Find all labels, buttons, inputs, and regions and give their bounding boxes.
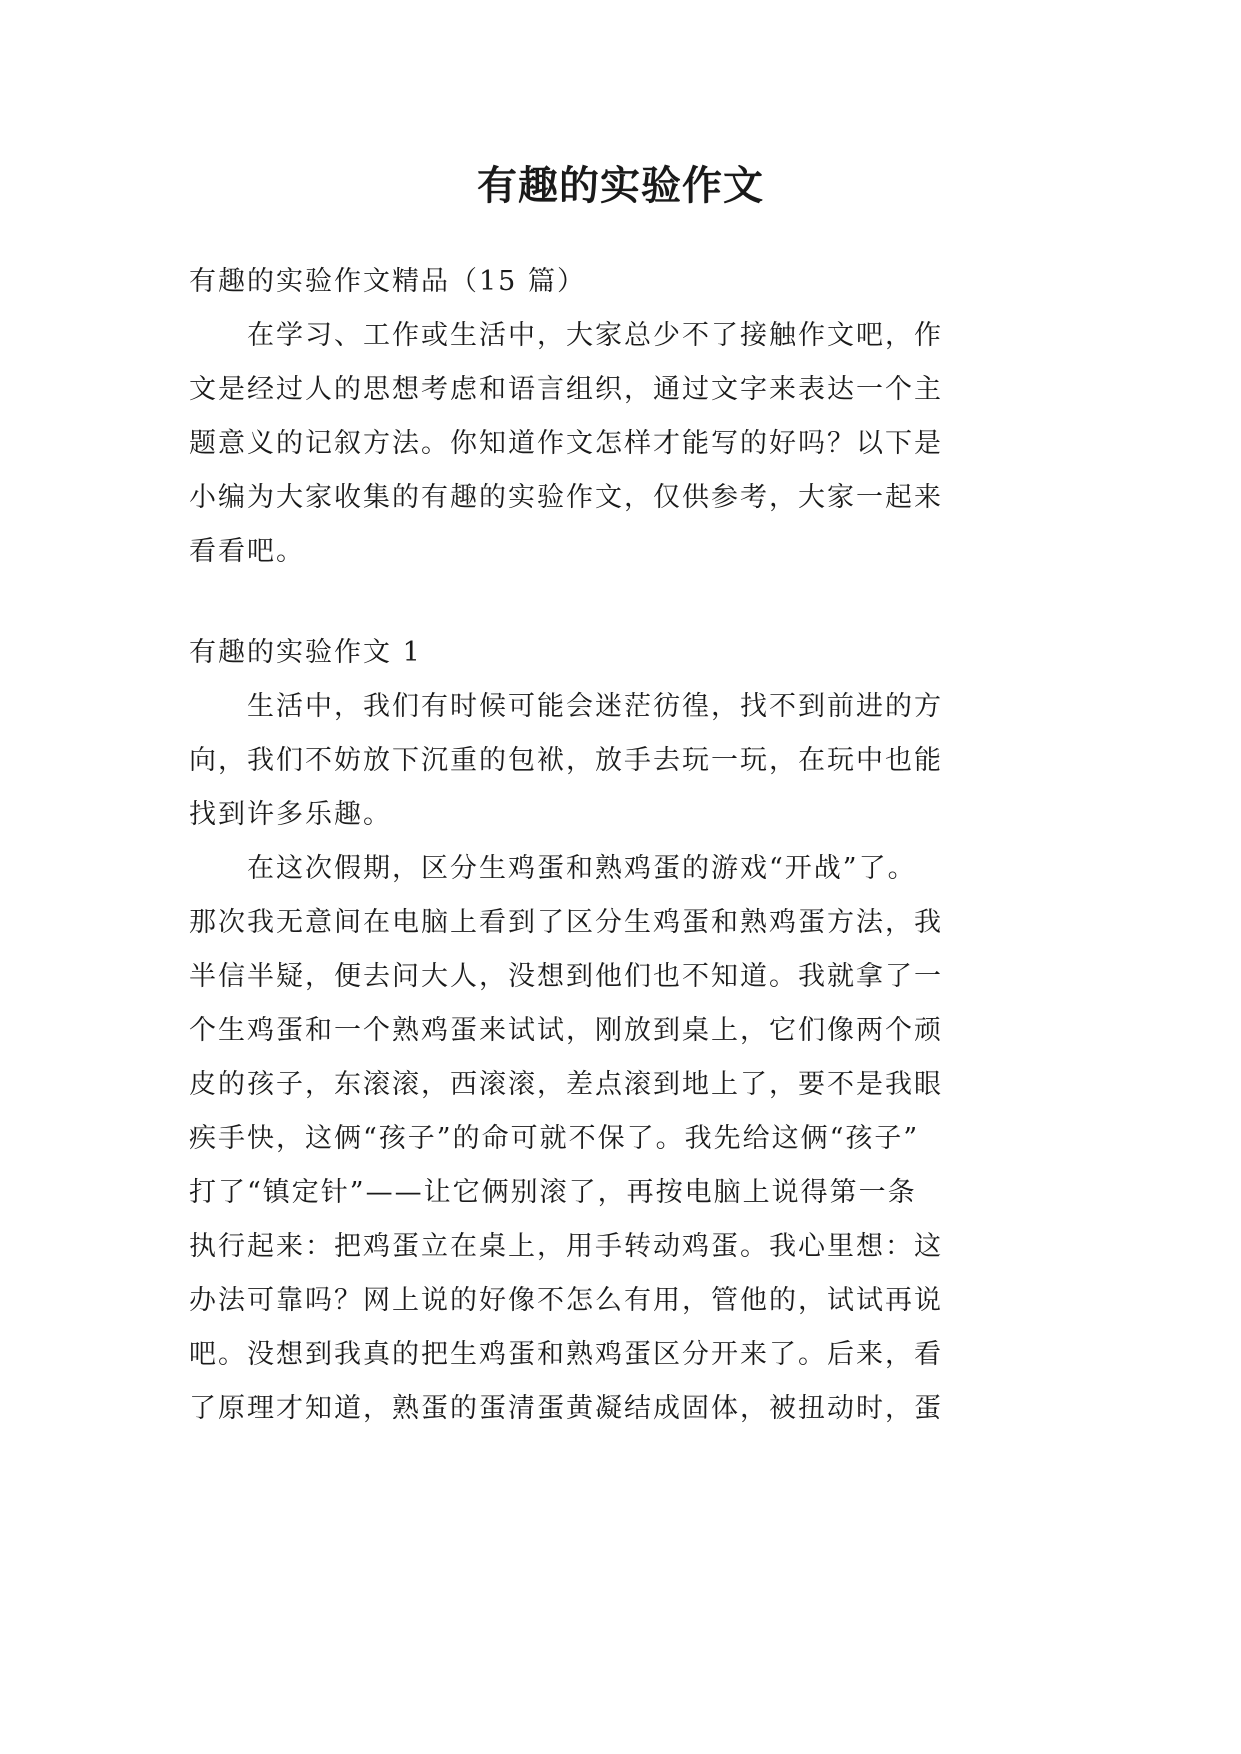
paragraph-line: 向，我们不妨放下沉重的包袱，放手去玩一玩，在玩中也能 (189, 745, 943, 776)
document-subtitle: 有趣的实验作文精品（15 篇） (189, 266, 586, 297)
paragraph-line: 了原理才知道，熟蛋的蛋清蛋黄凝结成固体，被扭动时，蛋 (189, 1393, 943, 1424)
paragraph-line: 生活中，我们有时候可能会迷茫彷徨，找不到前进的方 (189, 691, 943, 722)
intro-line: 在学习、工作或生活中，大家总少不了接触作文吧，作 (189, 320, 943, 351)
intro-line: 看看吧。 (189, 536, 305, 567)
paragraph-line: 找到许多乐趣。 (189, 799, 392, 830)
intro-line: 文是经过人的思想考虑和语言组织，通过文字来表达一个主 (189, 374, 943, 405)
paragraph-line: 吧。没想到我真的把生鸡蛋和熟鸡蛋区分开来了。后来，看 (189, 1339, 943, 1370)
section-heading: 有趣的实验作文 1 (189, 637, 422, 668)
paragraph-line: 办法可靠吗？网上说的好像不怎么有用，管他的，试试再说 (189, 1285, 943, 1316)
paragraph-line: 半信半疑，便去问大人，没想到他们也不知道。我就拿了一 (189, 961, 943, 992)
paragraph-line: 打了“镇定针”——让它俩别滚了，再按电脑上说得第一条 (189, 1177, 917, 1208)
paragraph-line: 皮的孩子，东滚滚，西滚滚，差点滚到地上了，要不是我眼 (189, 1069, 943, 1100)
intro-line: 小编为大家收集的有趣的实验作文，仅供参考，大家一起来 (189, 482, 943, 513)
paragraph-line: 那次我无意间在电脑上看到了区分生鸡蛋和熟鸡蛋方法，我 (189, 907, 943, 938)
intro-line: 题意义的记叙方法。你知道作文怎样才能写的好吗？以下是 (189, 428, 943, 459)
paragraph-line: 在这次假期，区分生鸡蛋和熟鸡蛋的游戏“开战”了。 (189, 853, 917, 884)
paragraph-line: 个生鸡蛋和一个熟鸡蛋来试试，刚放到桌上，它们像两个顽 (189, 1015, 943, 1046)
paragraph-line: 执行起来：把鸡蛋立在桌上，用手转动鸡蛋。我心里想：这 (189, 1231, 943, 1262)
paragraph-line: 疾手快，这俩“孩子”的命可就不保了。我先给这俩“孩子” (189, 1123, 920, 1154)
document-title: 有趣的实验作文 (477, 162, 764, 209)
